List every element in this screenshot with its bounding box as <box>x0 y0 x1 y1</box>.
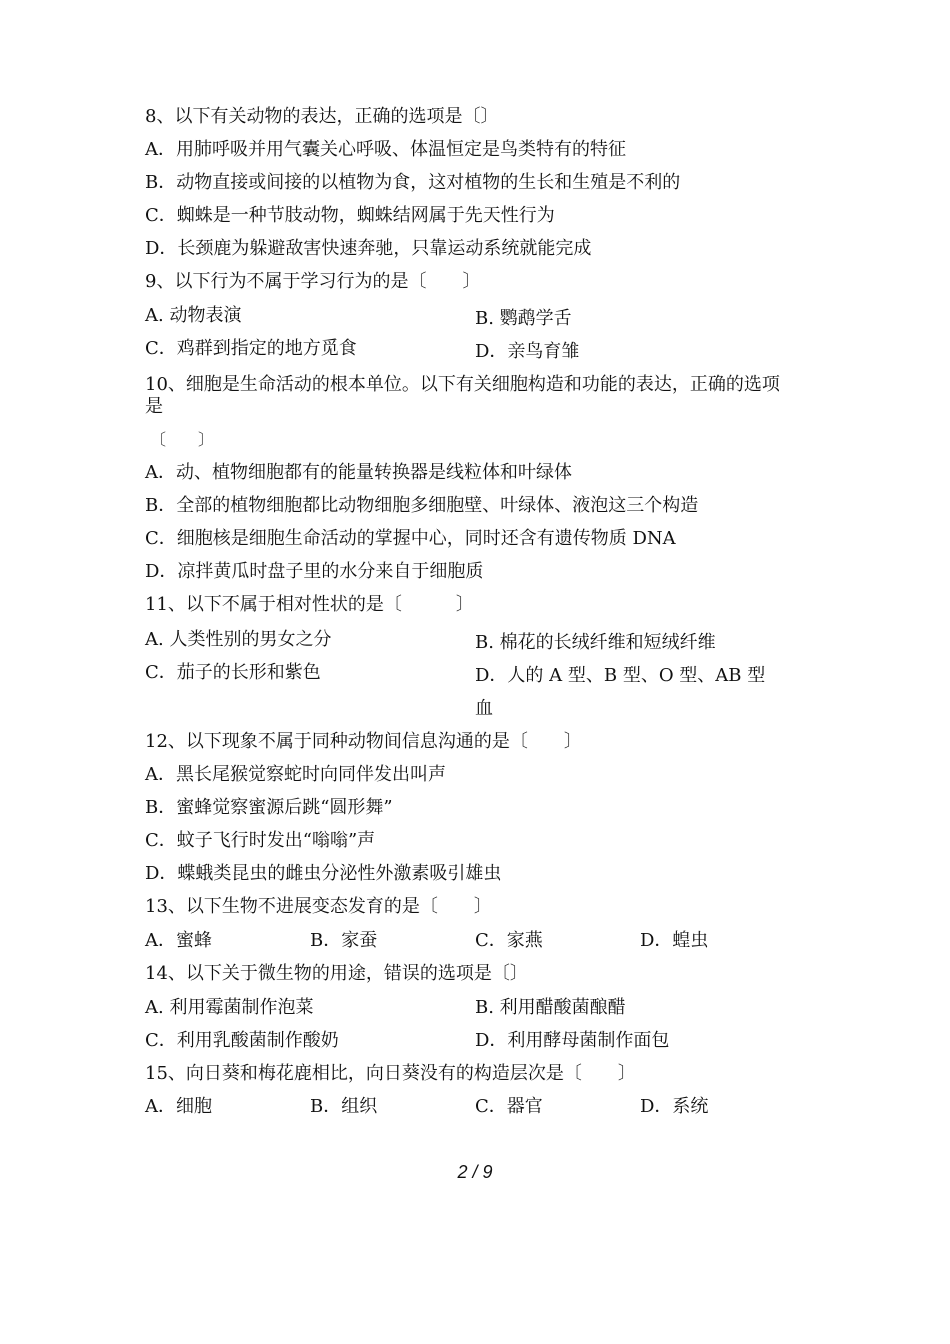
q15-option-a: A．细胞 <box>145 1096 212 1117</box>
q9-option-c: C．鸡群到指定的地方觅食 <box>145 338 357 359</box>
q15-option-c: C．器官 <box>475 1096 543 1117</box>
q11-option-c: C．茄子的长形和紫色 <box>145 662 321 683</box>
q14-stem: 14、以下关于微生物的用途，错误的选项是〔〕 <box>145 963 528 984</box>
q10-option-d: D．凉拌黄瓜时盘子里的水分来自于细胞质 <box>145 561 484 582</box>
q15-option-b: B．组织 <box>310 1096 378 1117</box>
q8-option-d: D．长颈鹿为躲避敌害快速奔驰，只靠运动系统就能完成 <box>145 238 592 259</box>
q13-stem: 13、以下生物不进展变态发育的是〔 〕 <box>145 896 492 917</box>
q8-option-b: B．动物直接或间接的以植物为食，这对植物的生长和生殖是不利的 <box>145 172 681 193</box>
page-number: 2 / 9 <box>457 1162 493 1182</box>
q14-option-c: C．利用乳酸菌制作酸奶 <box>145 1030 339 1051</box>
q11-option-d-line1: D．人的 A 型、B 型、O 型、AB 型 <box>475 665 766 686</box>
q12-option-c: C．蚊子飞行时发出“嗡嗡”声 <box>145 830 376 851</box>
q13-option-b: B．家蚕 <box>310 930 378 951</box>
q11-option-b: B. 棉花的长绒纤维和短绒纤维 <box>475 632 716 653</box>
q9-stem: 9、以下行为不属于学习行为的是〔 〕 <box>145 271 481 292</box>
q11-stem: 11、以下不属于相对性状的是〔 〕 <box>145 594 474 615</box>
q9-option-b: B. 鹦鹉学舌 <box>475 308 572 329</box>
q12-option-d: D．蝶蛾类昆虫的雌虫分泌性外激素吸引雄虫 <box>145 863 502 884</box>
q10-answer-bracket: 〔 〕 <box>150 430 215 449</box>
q14-option-a: A. 利用霉菌制作泡菜 <box>145 997 314 1018</box>
q10-stem-line2: 是 <box>145 396 163 417</box>
q15-stem: 15、向日葵和梅花鹿相比，向日葵没有的构造层次是〔 〕 <box>145 1063 636 1084</box>
q8-option-c: C．蜘蛛是一种节肢动物，蜘蛛结网属于先天性行为 <box>145 205 555 226</box>
q13-option-c: C．家燕 <box>475 930 543 951</box>
q15-option-d: D．系统 <box>640 1096 709 1117</box>
q8-option-a: A．用肺呼吸并用气囊关心呼吸、体温恒定是鸟类特有的特征 <box>145 139 626 160</box>
q12-option-a: A．黑长尾猴觉察蛇时向同伴发出叫声 <box>145 764 446 785</box>
q14-option-b: B. 利用醋酸菌酿醋 <box>475 997 626 1018</box>
q9-option-a: A. 动物表演 <box>145 305 242 326</box>
q12-stem: 12、以下现象不属于同种动物间信息沟通的是〔 〕 <box>145 731 582 752</box>
q13-option-a: A．蜜蜂 <box>145 930 212 951</box>
q9-option-d: D．亲鸟育雏 <box>475 341 580 362</box>
q13-option-d: D．蝗虫 <box>640 930 709 951</box>
q14-option-d: D．利用酵母菌制作面包 <box>475 1030 670 1051</box>
q11-option-d-line2: 血 <box>475 698 493 719</box>
q10-option-b: B．全部的植物细胞都比动物细胞多细胞壁、叶绿体、液泡这三个构造 <box>145 495 699 516</box>
q12-option-b: B．蜜蜂觉察蜜源后跳“圆形舞” <box>145 797 393 818</box>
q10-stem-line1: 10、细胞是生命活动的根本单位。以下有关细胞构造和功能的表达，正确的选项 <box>145 374 780 395</box>
q10-option-a: A．动、植物细胞都有的能量转换器是线粒体和叶绿体 <box>145 462 572 483</box>
q11-option-a: A. 人类性别的男女之分 <box>145 629 332 650</box>
q8-stem: 8、以下有关动物的表达，正确的选项是〔〕 <box>145 106 499 127</box>
q10-option-c: C．细胞核是细胞生命活动的掌握中心，同时还含有遗传物质 DNA <box>145 528 676 549</box>
